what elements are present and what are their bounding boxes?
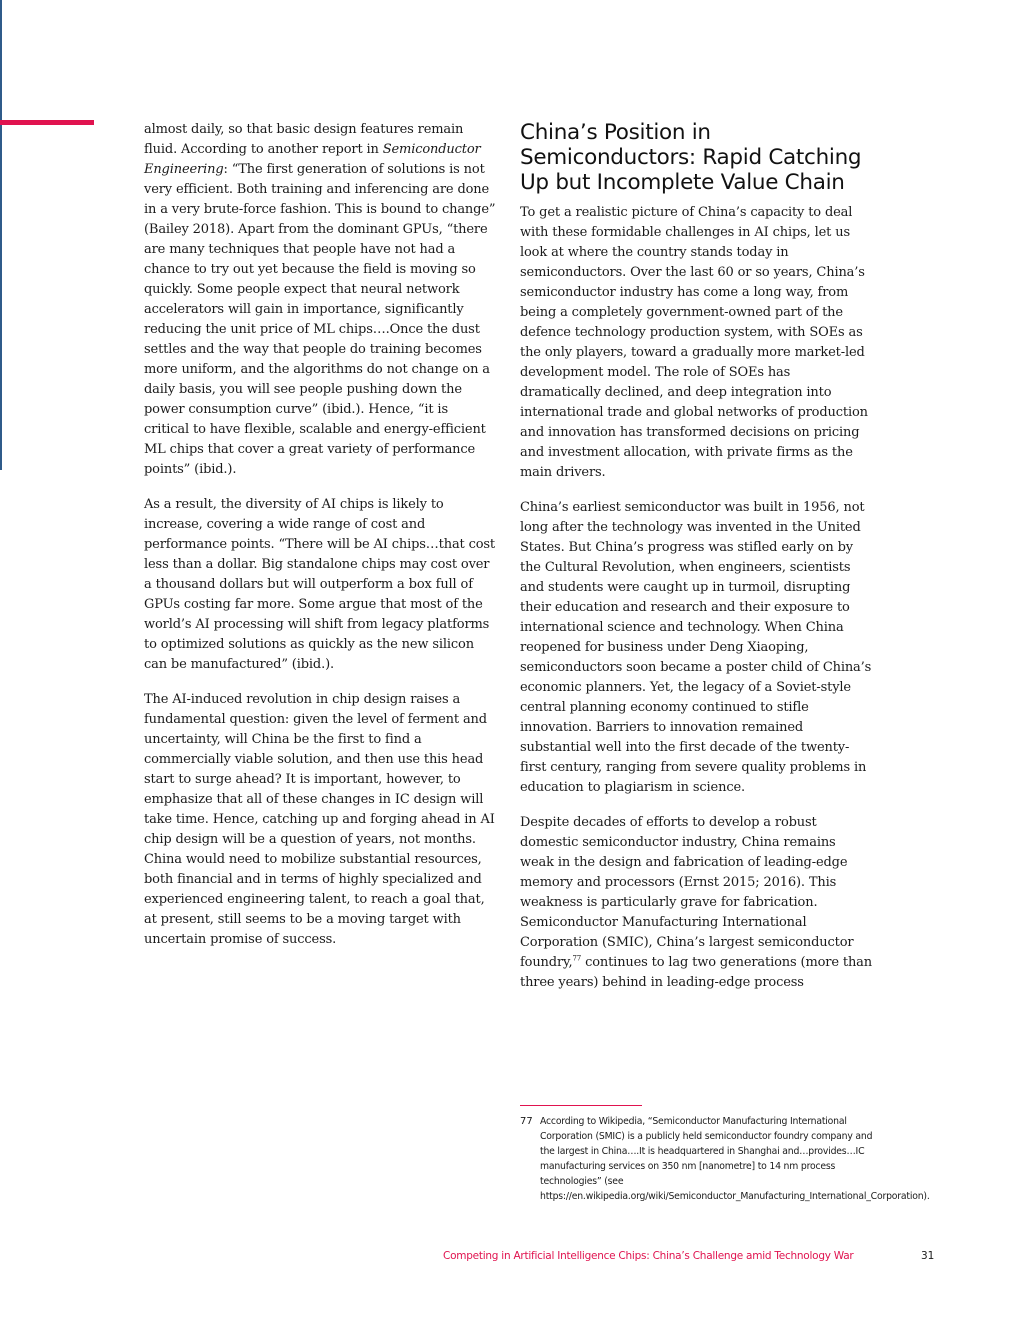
footnote-divider — [520, 1105, 642, 1106]
margin-rule-blue — [0, 0, 2, 470]
footnote — [520, 1114, 930, 1204]
right-column — [520, 120, 872, 1008]
footnote-reference: 77 — [572, 954, 582, 963]
right-paragraph-2: China’s earliest semiconductor was built in 1956, not long after the technology was invented in the United States. But China’s progress was stifled early on by the Cultural Revolution, when engineers, scientists and students were caught up in turmoil, disrupting their education and research and their exposure to international science and technology. When China reopened for business under Deng Xiaoping, semiconductors soon became a poster child of China’s economic planners. Yet, the legacy of a Soviet-style central planning economy continued to stifle innovation. Barriers to innovation remained substantial well into the first decade of the twenty-first century, ranging from severe quality problems in education to plagiarism in science. — [520, 500, 872, 795]
page-number: 31 — [921, 1250, 935, 1262]
right-paragraph-3: Despite decades of efforts to develop a robust domestic semiconductor industry, China remains weak in the design and fabrication of leading-edge memory and processors (Ernst 2015; 2016). This weakness is particularly grave for fabrication. Semiconductor Manufacturing International Corporation (SMIC), China’s largest semiconductor foundry,$^{77}$ continues to lag two generations (more than three years) behind in leading-edge process — [520, 815, 873, 990]
left-column — [144, 120, 496, 965]
footnote-text: According to Wikipedia, “Semiconductor Manufacturing International Corporation (SMIC) is a publicly held semiconductor foundry company and the largest in China….It is headquartered in Shanghai and…provides…IC manufacturing services on 350 nm [nanometre] to 14 nm process technologies” (see https://en.wikipedia.org/wiki/Semiconductor_Manufacturing_International_Corporation). — [540, 1116, 930, 1202]
running-footer-title: Competing in Artificial Intelligence Chips: China’s Challenge amid Technology War — [443, 1250, 854, 1262]
margin-rule-red — [0, 120, 94, 125]
left-paragraph-1: almost daily, so that basic design features remain fluid. According to another report in Semiconductor Engineering: “The first generation of solutions is not very efficient. Both training and inferencing are done in a very brute-force fashion. This is bound to change” (Bailey 2018). Apart from the dominant GPUs, “there are many techniques that people have not had a chance to try out yet because the field is moving so quickly. Some people expect that neural network accelerators will gain in importance, significantly reducing the unit price of ML chips….Once the dust settles and the way that people do training becomes more uniform, and the algorithms do not change on a daily basis, you will see people pushing down the power consumption curve” (ibid.). Hence, “it is critical to have flexible, scalable and energy-efficient ML chips that cover a great variety of performance points” (ibid.). — [144, 122, 496, 477]
section-heading: China’s Position in Semiconductors: Rapid Catching Up but Incomplete Value Chain — [520, 120, 862, 195]
footnote-number: 77 — [520, 1116, 533, 1127]
right-paragraph-1: To get a realistic picture of China’s capacity to deal with these formidable challenges in AI chips, let us look at where the country stands today in semiconductors. Over the last 60 or so years, China’s semiconductor industry has come a long way, from being a completely government-owned part of the defence technology production system, with SOEs as the only players, toward a gradually more market-led development model. The role of SOEs has dramatically declined, and deep integration into international trade and global networks of production and innovation has transformed decisions on pricing and investment allocation, with private firms as the main drivers. — [520, 205, 868, 480]
left-paragraph-3: The AI-induced revolution in chip design raises a fundamental question: given the level of ferment and uncertainty, will China be the first to find a commercially viable solution, and then use this head start to surge ahead? It is important, however, to emphasize that all of these changes in IC design will take time. Hence, catching up and forging ahead in AI chip design will be a question of years, not months. China would need to mobilize substantial resources, both financial and in terms of highly specialized and experienced engineering talent, to reach a goal that, at present, still seems to be a moving target with uncertain promise of success. — [144, 692, 495, 947]
left-paragraph-2: As a result, the diversity of AI chips is likely to increase, covering a wide range of cost and performance points. “There will be AI chips…that cost less than a dollar. Big standalone chips may cost over a thousand dollars but will outperform a box full of GPUs costing far more. Some argue that most of the world’s AI processing will shift from legacy platforms to optimized solutions as quickly as the new silicon can be manufactured” (ibid.). — [144, 497, 495, 672]
